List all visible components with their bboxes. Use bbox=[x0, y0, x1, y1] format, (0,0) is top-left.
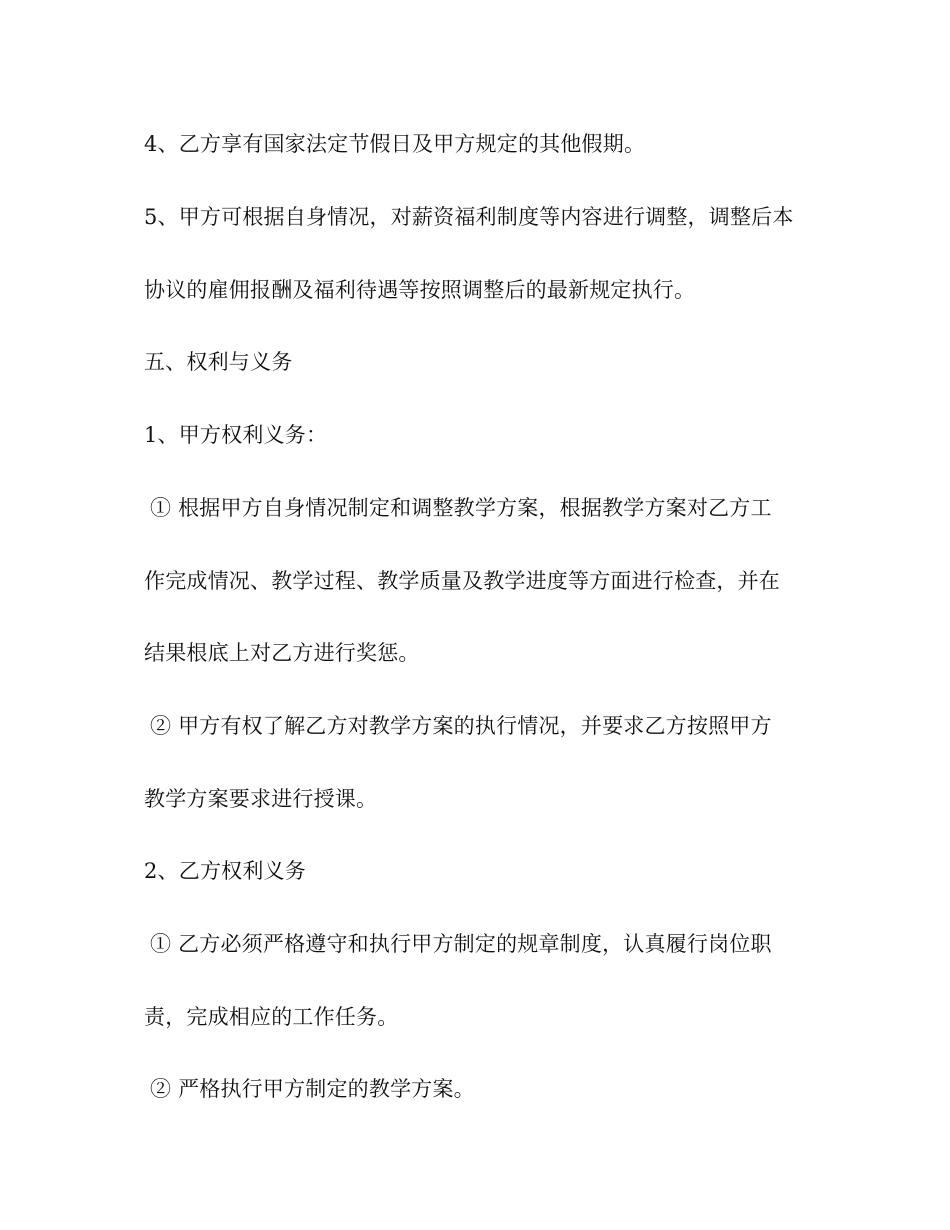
text-line-salary-adjust-cont: 协议的雇佣报酬及福利待遇等按照调整后的最新规定执行。 bbox=[144, 278, 696, 302]
text-line-party-b-item2: ② 严格执行甲方制定的教学方案。 bbox=[150, 1077, 475, 1101]
subheading-party-a: 1、甲方权利义务： bbox=[144, 423, 328, 447]
text-line-party-b-item1: ① 乙方必须严格遵守和执行甲方制定的规章制度，认真履行岗位职 bbox=[150, 932, 772, 956]
text-line-party-a-item1-end: 结果根底上对乙方进行奖惩。 bbox=[144, 641, 420, 665]
subheading-party-b: 2、乙方权利义务 bbox=[144, 859, 306, 883]
text-line-salary-adjust: 5、甲方可根据自身情况，对薪资福利制度等内容进行调整，调整后本 bbox=[144, 205, 794, 229]
text-line-party-a-item1: ① 根据甲方自身情况制定和调整教学方案，根据教学方案对乙方工 bbox=[150, 496, 772, 520]
text-line-holiday: 4、乙方享有国家法定节假日及甲方规定的其他假期。 bbox=[144, 132, 646, 156]
section-heading-rights: 五、权利与义务 bbox=[144, 350, 293, 374]
text-line-party-b-item1-end: 责，完成相应的工作任务。 bbox=[144, 1005, 399, 1029]
text-line-party-a-item2-end: 教学方案要求进行授课。 bbox=[144, 787, 378, 811]
text-line-party-a-item1-cont: 作完成情况、教学过程、教学质量及教学进度等方面进行检查，并在 bbox=[144, 569, 780, 593]
text-line-party-a-item2: ② 甲方有权了解乙方对教学方案的执行情况，并要求乙方按照甲方 bbox=[150, 714, 772, 738]
